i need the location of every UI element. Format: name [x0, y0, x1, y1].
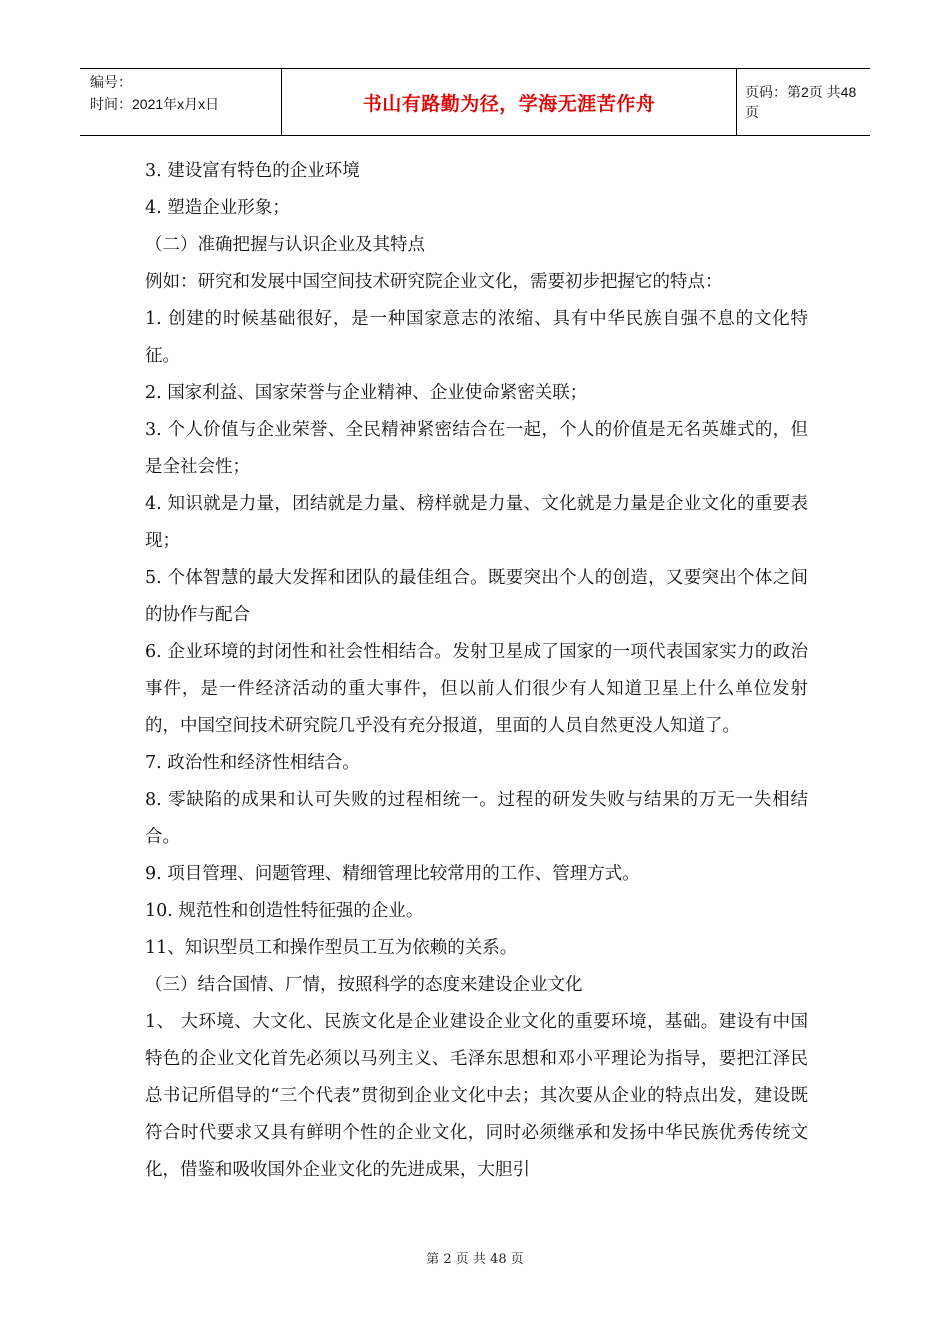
section-heading: （二）准确把握与认识企业及其特点 [145, 235, 425, 255]
number-label: 编号： [90, 74, 132, 90]
section-heading: （三）结合国情、厂情，按照科学的态度来建设企业文化 [145, 975, 583, 995]
paragraph: 2. 国家利益、国家荣誉与企业精神、企业使命紧密关联； [145, 383, 588, 403]
paragraph: 1、 大环境、大文化、民族文化是企业建设企业文化的重要环境，基础。建设有中国特色的企业文化首先必须以马列主义、毛泽东思想和邓小平理论为指导，要把江泽民总书记所倡导的“三个代表”贯彻到企业文化中去；其次要从企业的特点出发，建设既符合时代要求又具有鲜明个性的企业文化，同时必须继承和发扬中华民族优秀传统文化，借鉴和吸收国外企业文化的先进成果，大胆引 [145, 1012, 808, 1180]
paragraph: 6. 企业环境的封闭性和社会性相结合。发射卫星成了国家的一项代表国家实力的政治事件，是一件经济活动的重大事件，但以前人们很少有人知道卫星上什么单位发射的，中国空间技术研究院几乎没有充分报道，里面的人员自然更没人知道了。 [145, 642, 808, 736]
time-label: 时间：2021年x月x日 [90, 96, 220, 112]
paragraph: 7. 政治性和经济性相结合。 [145, 753, 360, 773]
paragraph: 9. 项目管理、问题管理、精细管理比较常用的工作、管理方式。 [145, 864, 640, 884]
paragraph: 10. 规范性和创造性特征强的企业。 [145, 901, 424, 921]
paragraph: 1. 创建的时候基础很好，是一种国家意志的浓缩、具有中华民族自强不息的文化特征。 [145, 309, 808, 366]
document-body [145, 153, 808, 1189]
paragraph: 8. 零缺陷的成果和认可失败的过程相统一。过程的研发失败与结果的万无一失相结合。 [145, 790, 808, 847]
paragraph: 4. 塑造企业形象； [145, 198, 290, 218]
header-meta [80, 69, 281, 135]
page-info: 页码：第2页 共48页 [745, 84, 857, 120]
paragraph: 4. 知识就是力量，团结就是力量、榜样就是力量、文化就是力量是企业文化的重要表现； [145, 494, 808, 551]
page-header [80, 68, 870, 136]
paragraph: 3. 建设富有特色的企业环境 [145, 161, 360, 181]
header-motto-cell [281, 69, 737, 135]
paragraph: 例如：研究和发展中国空间技术研究院企业文化，需要初步把握它的特点： [145, 272, 723, 292]
paragraph: 5. 个体智慧的最大发挥和团队的最佳组合。既要突出个人的创造，又要突出个体之间的协作与配合 [145, 568, 808, 625]
header-page-info-cell [737, 69, 870, 135]
page-footer: 第 2 页 共 48 页 [426, 1252, 524, 1267]
paragraph: 3. 个人价值与企业荣誉、全民精神紧密结合在一起，个人的价值是无名英雄式的，但是全社会性； [145, 420, 808, 477]
motto: 书山有路勤为径，学海无涯苦作舟 [362, 92, 656, 115]
paragraph: 11、知识型员工和操作型员工互为依赖的关系。 [145, 938, 518, 958]
